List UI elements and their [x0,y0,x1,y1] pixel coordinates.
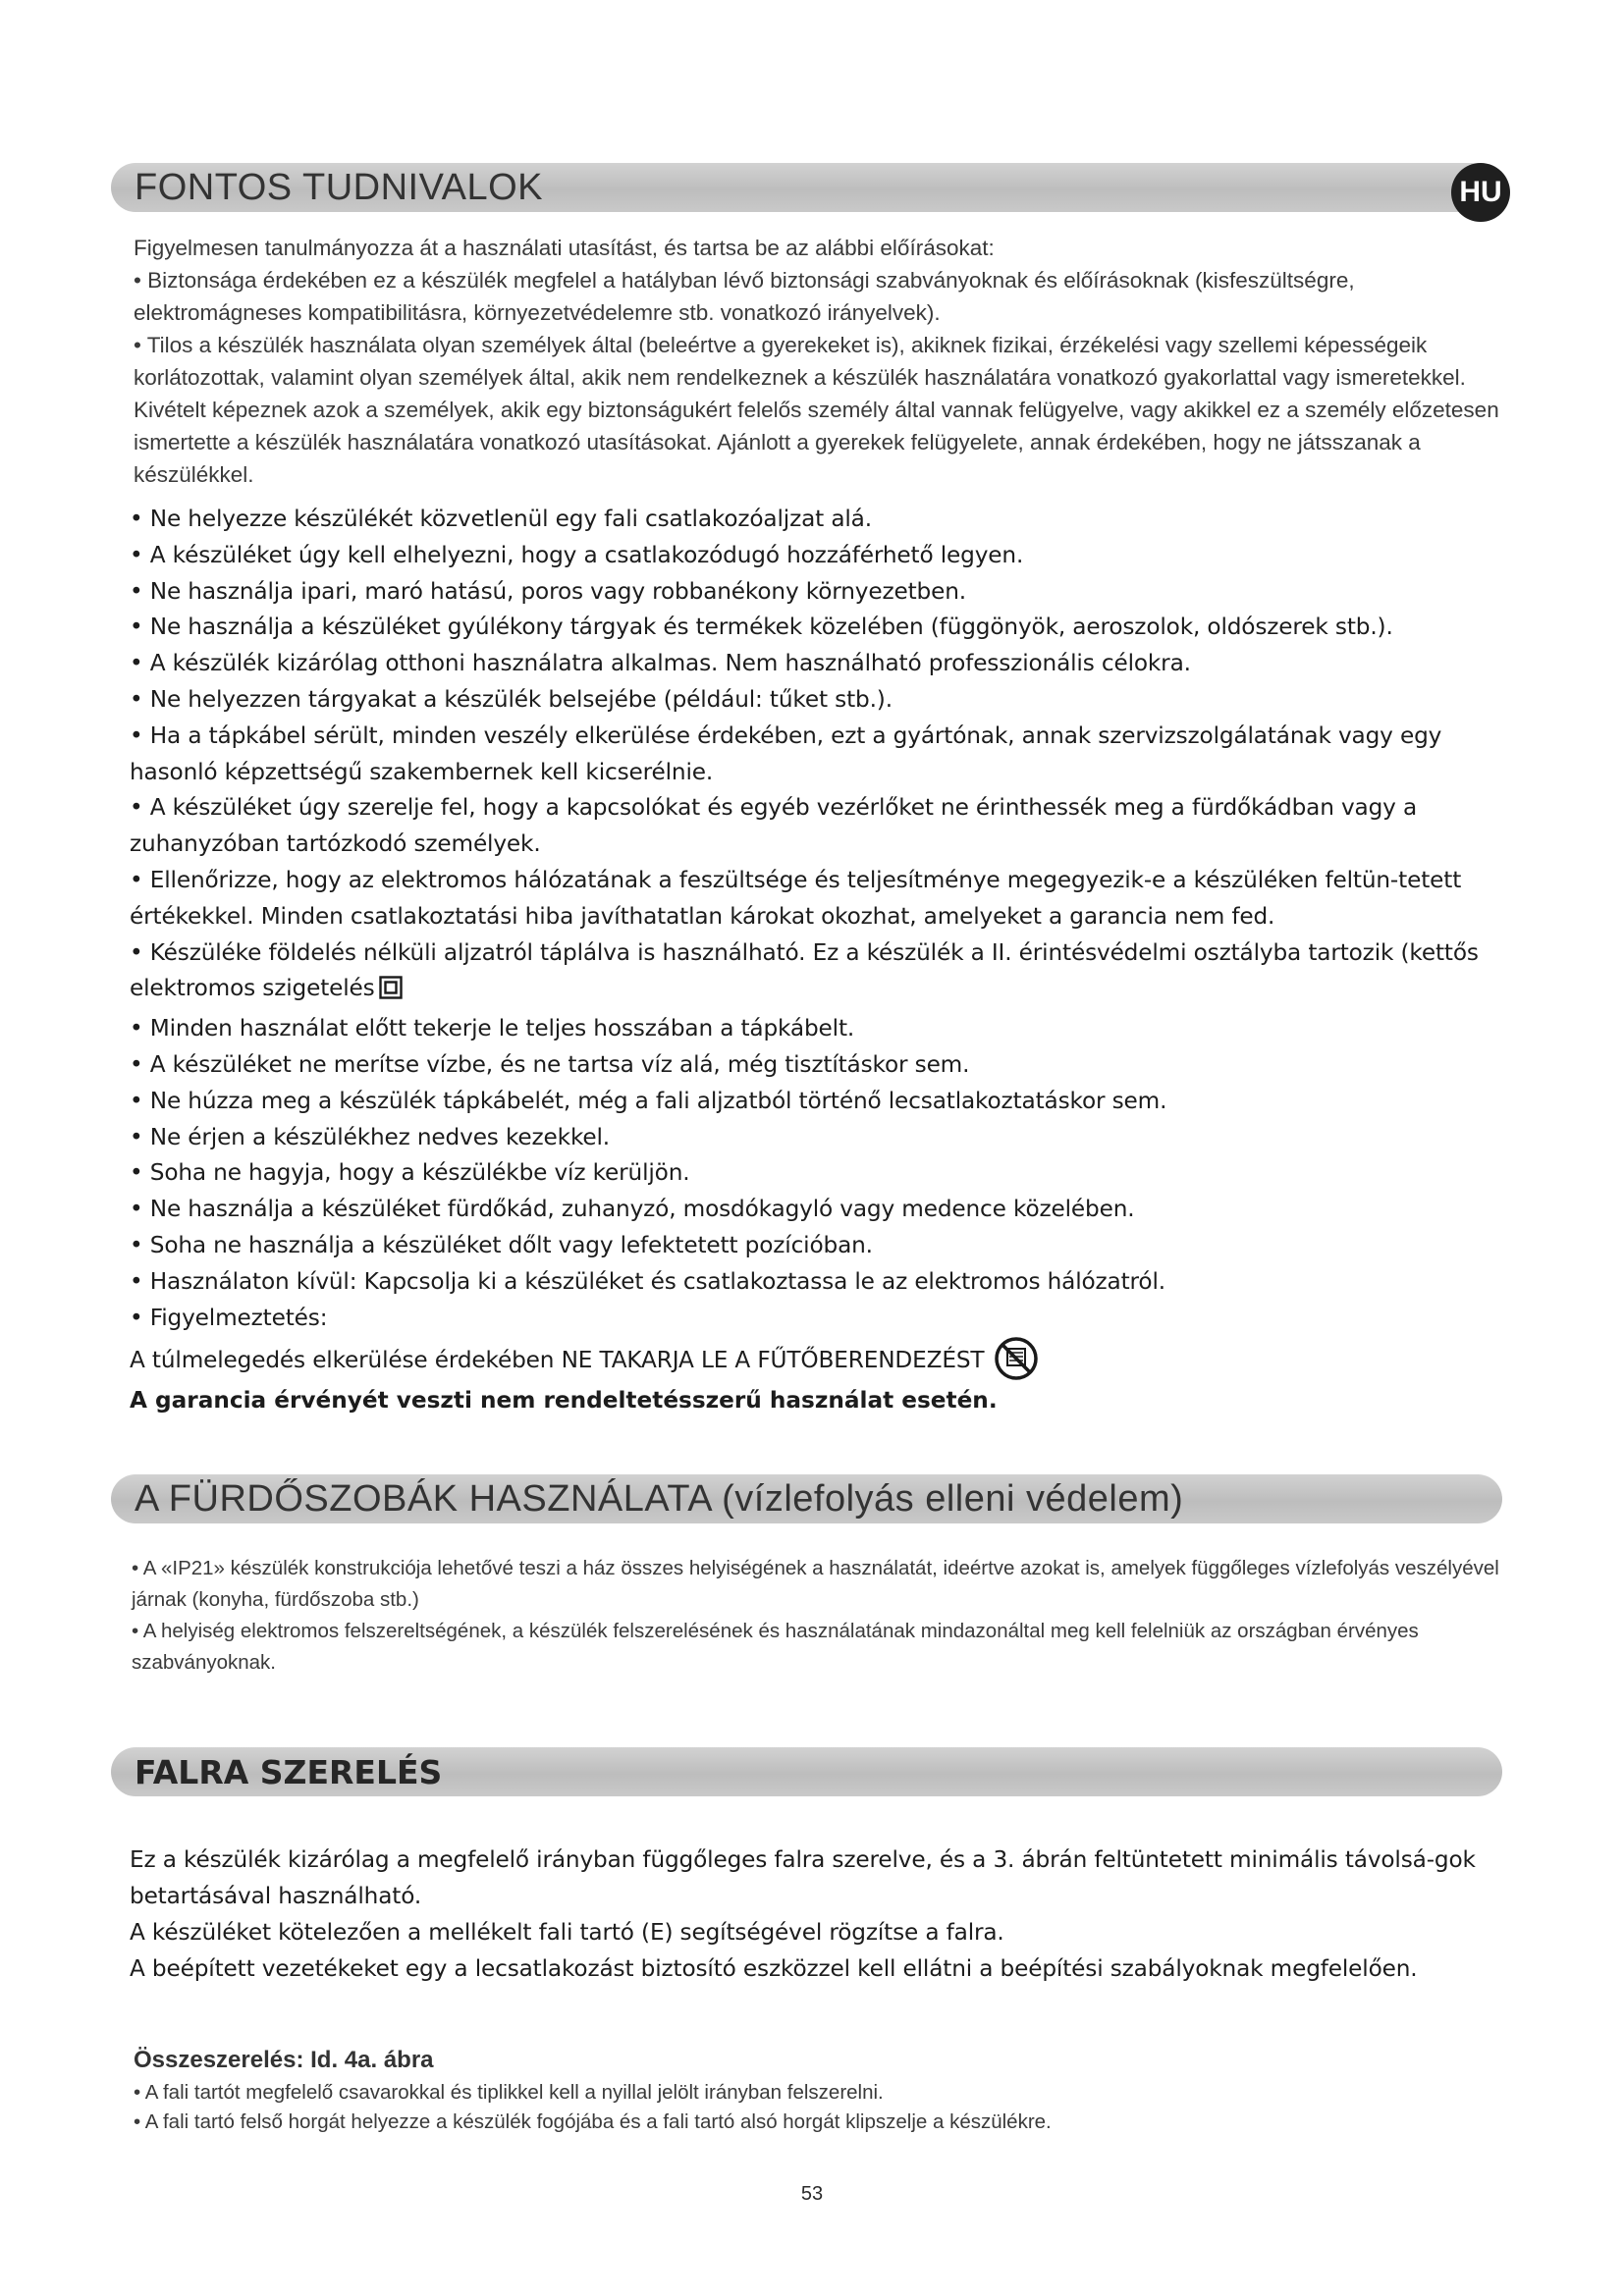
list-item: • Ne húzza meg a készülék tápkábelét, még a fali aljzatból történő lecsatlakoztatáskor sem. [130,1087,1167,1114]
ip21-paragraph: • A «IP21» készülék konstrukciója lehetővé teszi a ház összes helyiségének a használatát, ideértve azokat is, amelyek függőleges vízlefolyás veszélyével járnak (konyha, fürdőszoba stb.) [132,1557,1499,1611]
insulation-text: • Készüléke földelés nélküli aljzatról táplálva is használható. Ez a készülék a II. érintésvédelmi osztályba tartozik (kettős elektromos szigetelés [130,938,1479,1002]
section-title-important: FONTOS TUDNIVALOK [135,166,544,208]
intro-text: Figyelmesen tanulmányozza át a használati utasítást, és tartsa be az alábbi előírásokat: [134,236,995,260]
double-insulation-icon [379,975,403,1011]
restricted-users-paragraph: • Tilos a készülék használata olyan személyek által (beleértve a gyerekeket is), akiknek fizikai, érzékelési vagy szellemi képességeik korlátozottak, valamint olyan személyek által, akik nem rendelkeznek a készülék használatára vonatkozó gyakorlattal vagy ismeretekkel. Kivételt képeznek azok a személyek, akik egy biztonságukért felelős személy által vannak felügyelve, vagy akikkel ez a személy előzetesen ismertette a készülék használatára vonatkozó utasításokat. Ajánlott a gyerekek felügyelete, annak érdekében, hogy ne játsszanak a készülékkel. [134,333,1499,487]
list-item: • A készüléket ne merítse vízbe, és ne tartsa víz alá, még tisztításkor sem. [130,1050,970,1078]
list-item: • Minden használat előtt tekerje le teljes hosszában a tápkábelt. [130,1015,855,1042]
warning-line [130,1336,1504,1393]
important-intro-block [134,232,1528,491]
list-item: • Ha a tápkábel sérült, minden veszély elkerülése érdekében, ezt a gyártónak, annak szervizszolgálatának vagy egy hasonló képzettségű szakembernek kell kicserélnie. [130,721,1442,785]
list-item: • A fali tartó felső horgát helyezze a készülék fogójába és a fali tartó alsó horgát klipszelje a készülékre. [134,2110,1052,2133]
language-badge: HU [1451,163,1510,222]
warning-text: A túlmelegedés elkerülése érdekében NE TAKARJA LE A FŰTŐBERENDEZÉST [130,1347,985,1374]
list-item: • Ne használja a készüléket fürdőkád, zuhanyzó, mosdókagyló vagy medence közelében. [130,1196,1135,1223]
safety-standards-paragraph: • Biztonsága érdekében ez a készülék megfelel a hatályban lévő biztonsági szabványoknak és előírásoknak (kisfeszültségre, elektromágneses kompatibilitásra, környezetvédelemre stb. vonatkozó irányelvek). [134,268,1355,325]
list-item: • A készüléket úgy kell elhelyezni, hogy a csatlakozódugó hozzáférhető legyen. [130,541,1024,568]
list-item: • Ne helyezze készülékét közvetlenül egy fali csatlakozóaljzat alá. [130,506,872,532]
assembly-title: Összeszerelés: Id. 4a. ábra [134,2047,434,2073]
mounting-paragraph: Ez a készülék kizárólag a megfelelő irányban függőleges falra szerelve, és a 3. ábrán feltüntetett minimális távolsá-gok betartásával használható. [130,1846,1476,1909]
list-item: • Ellenőrizze, hogy az elektromos hálózatának a feszültsége és teljesítménye megegyezik-e a készüléken feltün-tetett értékekkel. Minden csatlakoztatási hiba javíthatatlan károkat okozhat, amelyeket a garancia nem fed. [130,866,1462,930]
do-not-cover-icon [994,1336,1039,1393]
section-title-wall-mount: FALRA SZERELÉS [135,1752,443,1791]
assembly-list [134,2078,1528,2137]
list-item: • Ne helyezzen tárgyakat a készülék belsejébe (például: tűket stb.). [130,685,893,713]
section-header-bathroom [111,1474,1502,1523]
list-item: • Figyelmeztetés: [130,1304,328,1331]
standards-paragraph: • A helyiség elektromos felszereltségének, a készülék felszerelésének és használatának mindazonáltal meg kell felelniük az országban érvényes szabványoknak. [132,1620,1419,1674]
list-item: • Soha ne hagyja, hogy a készülékbe víz kerüljön. [130,1159,690,1187]
section-header-wall-mount [111,1747,1502,1796]
list-item: • A készülék kizárólag otthoni használatra alkalmas. Nem használható professzionális célokra. [130,650,1191,677]
warranty-notice: A garancia érvényét veszti nem rendeltetésszerű használat esetén. [130,1387,998,1414]
wall-mount-block [130,1842,1524,1987]
list-item-insulation [130,935,1504,1012]
page-number: 53 [800,2183,824,2205]
list-item: • Ne használja ipari, maró hatású, poros vagy robbanékony környezetben. [130,577,966,605]
bracket-paragraph: A készüléket kötelezően a mellékelt fali tartó (E) segítségével rögzítse a falra. [130,1919,1004,1946]
bathroom-block [132,1553,1526,1679]
section-header-important [111,163,1502,212]
section-title-bathroom: A FÜRDŐSZOBÁK HASZNÁLATA (vízlefolyás elleni védelem) [135,1477,1184,1520]
list-item: • Használaton kívül: Kapcsolja ki a készüléket és csatlakoztassa le az elektromos hálózatról. [130,1267,1165,1295]
list-item: • Ne használja a készüléket gyúlékony tárgyak és termékek közelében (függönyök, aeroszolok, oldószerek stb.). [130,614,1393,641]
list-item: • A készüléket úgy szerelje fel, hogy a kapcsolókat és egyéb vezérlőket ne érinthessék meg a fürdőkádban vagy a zuhanyzóban tartózkodó személyek. [130,794,1418,858]
list-item: • Ne érjen a készülékhez nedves kezekkel. [130,1123,611,1150]
list-item: • Soha ne használja a készüléket dőlt vagy lefektetett pozícióban. [130,1231,873,1258]
safety-instructions-list [130,502,1504,1393]
wiring-paragraph: A beépített vezetékeket egy a lecsatlakozást biztosító eszközzel kell ellátni a beépítési szabályoknak megfelelően. [130,1955,1418,1982]
list-item: • A fali tartót megfelelő csavarokkal és tiplikkel kell a nyillal jelölt irányban felszerelni. [134,2081,884,2104]
